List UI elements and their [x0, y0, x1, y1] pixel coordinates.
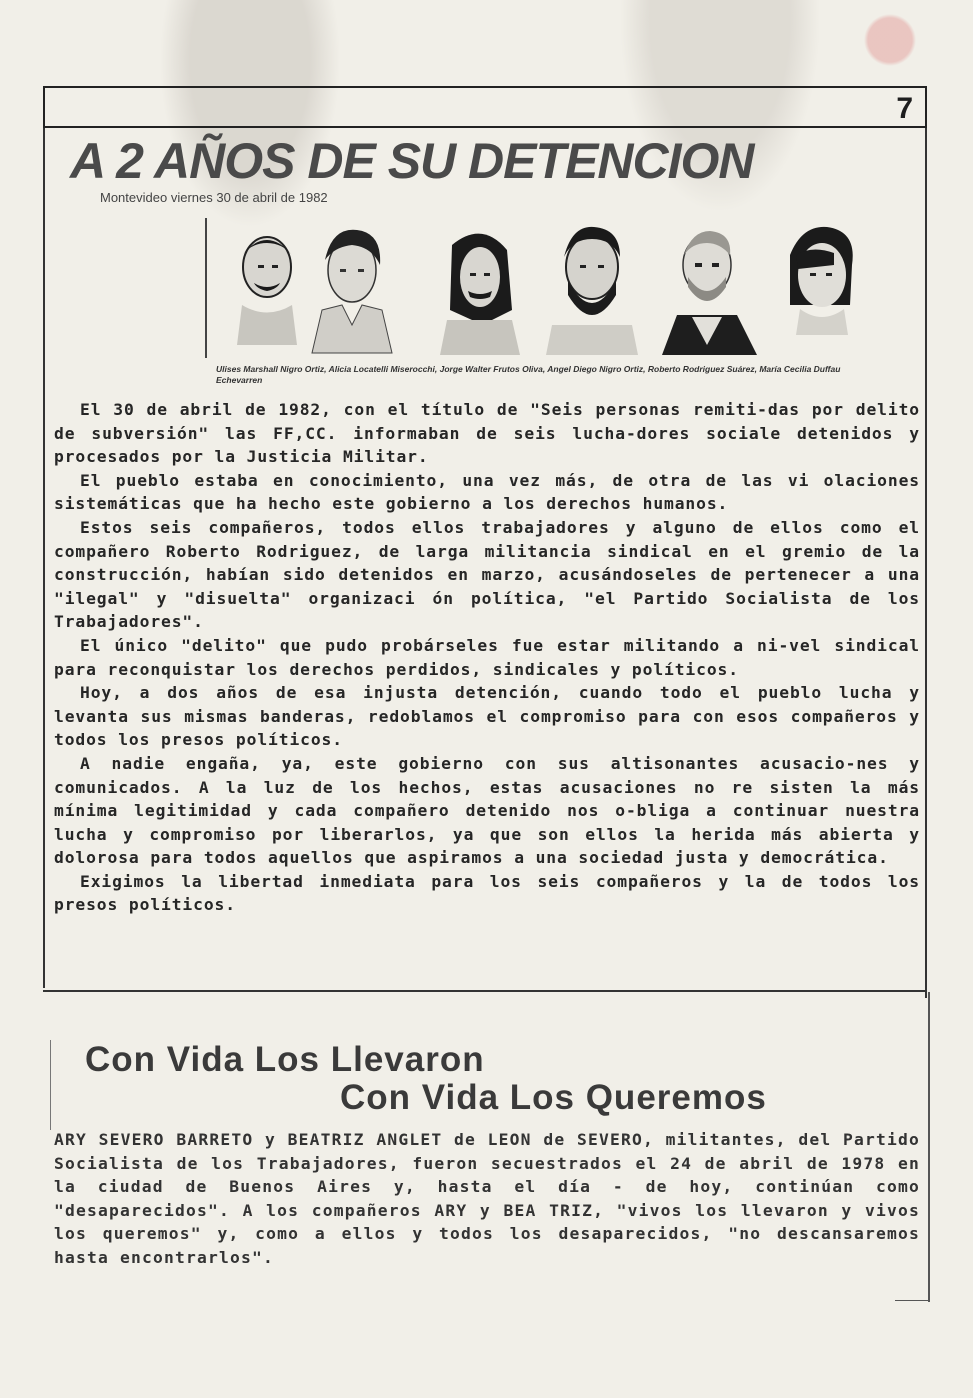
portrait-6	[790, 227, 853, 335]
section2-right-rule	[928, 992, 930, 1302]
photo-caption: Ulises Marshall Nigro Ortiz, Alicia Locatelli Miserocchi, Jorge Walter Frutos Oliva, Angel Diego Nigro Ortiz, Roberto Rodriguez Suárez, María Cecilia Duffau Echevarren	[216, 364, 841, 385]
section-divider	[43, 990, 927, 992]
portrait-4	[546, 227, 638, 355]
end-rule	[895, 1300, 930, 1301]
portrait-2	[312, 230, 392, 353]
article-body	[54, 398, 920, 917]
article-paragraph-7: Exigimos la libertad inmediata para los seis compañeros y la de todos los presos políticos.	[54, 871, 920, 915]
headline: A 2 AÑOS DE SU DETENCION	[70, 133, 754, 189]
photo-frame-rule	[205, 218, 207, 358]
slogan-line-2: Con Vida Los Queremos	[340, 1078, 767, 1117]
article-paragraph-2: El pueblo estaba en conocimiento, una vez más, de otra de las vi olaciones sistemáticas que ha hecho este gobierno a los derechos humanos.	[54, 470, 920, 514]
article-paragraph-3: Estos seis compañeros, todos ellos trabajadores y alguno de ellos como el compañero Roberto Rodriguez, de larga militancia sindical en el gremio de la construcción, habían sido detenidos en marzo, acusándoseles de pertenecer a una "ilegal" y "disuelta" organizaci ón política, "el Partido Socialista de los Trabajadores".	[54, 517, 920, 632]
dateline: Montevideo viernes 30 de abril de 1982	[100, 190, 328, 205]
header-frame	[43, 86, 927, 128]
section2-left-rule	[50, 1040, 51, 1130]
portrait-1	[237, 237, 297, 345]
frame-left-rule	[43, 128, 45, 988]
detainee-photos	[222, 225, 872, 360]
disappeared-article	[54, 1128, 920, 1270]
article-paragraph-1: El 30 de abril de 1982, con el título de "Seis personas remiti-das por delito de subversión" las FF,CC. informaban de seis lucha-dores sociale detenidos y procesados por la Justicia Militar.	[54, 400, 920, 467]
article-paragraph-4: El único "delito" que pudo probárseles fue estar militando a ni-vel sindical para reconquistar los derechos perdidos, sindicales y políticos.	[54, 635, 920, 679]
page-number: 7	[896, 92, 913, 125]
frame-right-rule	[925, 128, 927, 998]
article-paragraph-5: Hoy, a dos años de esa injusta detención, cuando todo el pueblo lucha y levanta sus mismas banderas, redoblamos el compromiso para con esos compañeros y todos los presos políticos.	[54, 683, 920, 750]
portrait-5	[662, 231, 757, 355]
disappeared-paragraph: ARY SEVERO BARRETO y BEATRIZ ANGLET de LEON de SEVERO, militantes, del Partido Socialista de los Trabajadores, fueron secuestrados el 24 de abril de 1978 en la ciudad de Buenos Aires y, hasta el día - de hoy, continúan como "desaparecidos". A los compañeros ARY y BEA TRIZ, "vivos los llevaron y vivos los queremos" y, como a ellos y todos los desaparecidos, "no descansaremos hasta encontrarlos".	[54, 1130, 920, 1267]
portrait-3	[440, 234, 520, 355]
slogan-line-1: Con Vida Los Llevaron	[85, 1040, 485, 1079]
article-paragraph-6: A nadie engaña, ya, este gobierno con sus altisonantes acusacio-nes y comunicados. A la luz de los hechos, estas acusaciones no re sisten la más mínima legitimidad y cada compañero detenido nos o-bliga a continuar nuestra lucha y compromiso por liberarlos, ya que son ellos la herida más abierta y dolorosa para todos aquellos que aspiramos a una sociedad justa y democrática.	[54, 753, 920, 868]
